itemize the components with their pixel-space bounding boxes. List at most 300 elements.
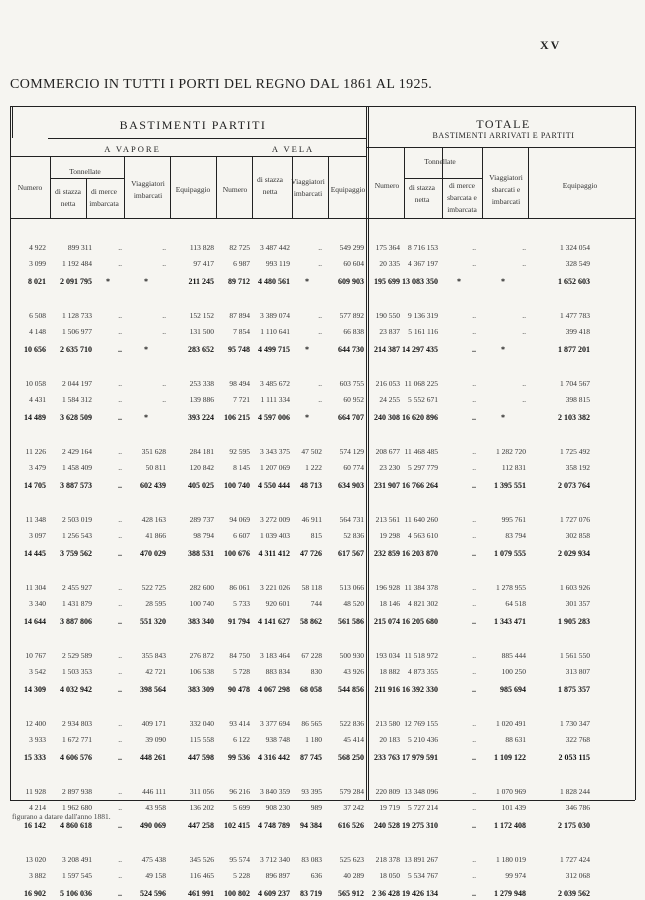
total-cell: 1 172 408 xyxy=(494,821,526,830)
total-cell: 58 862 xyxy=(300,617,322,626)
total-cell: .. xyxy=(472,821,476,830)
total-cell: 2 175 030 xyxy=(558,821,590,830)
table-cell: 43 926 xyxy=(343,667,364,676)
col-header-merce-totale: di merce sbarcata e imbarcata xyxy=(447,181,477,214)
table-cell: 908 230 xyxy=(265,803,290,812)
total-cell: 3 887 573 xyxy=(60,481,92,490)
table-cell: .. xyxy=(162,395,166,404)
total-cell: * xyxy=(501,345,505,354)
table-cell: 43 958 xyxy=(145,803,166,812)
col-header-numero: Numero xyxy=(17,183,43,192)
table-cell: .. xyxy=(118,259,122,268)
table-cell: .. xyxy=(472,651,476,660)
table-cell: .. xyxy=(522,259,526,268)
table-cell: .. xyxy=(118,327,122,336)
table-cell: 93 414 xyxy=(229,719,250,728)
table-cell: 1 278 955 xyxy=(496,583,526,592)
total-cell: 100 802 xyxy=(224,889,250,898)
total-cell: 544 856 xyxy=(338,685,364,694)
table-cell: 3 542 xyxy=(29,667,46,676)
table-cell: 1 020 491 xyxy=(496,719,526,728)
table-cell: 5 297 779 xyxy=(408,463,438,472)
table-cell: .. xyxy=(472,599,476,608)
total-cell: 1 652 603 xyxy=(558,277,590,286)
table-cell: 28 595 xyxy=(145,599,166,608)
table-cell: .. xyxy=(472,871,476,880)
table-cell: 87 894 xyxy=(229,311,250,320)
total-cell: 90 478 xyxy=(228,685,250,694)
table-cell: 115 558 xyxy=(189,735,214,744)
table-cell: 213 561 xyxy=(375,515,400,524)
vapore-underline xyxy=(10,156,366,157)
total-cell: 89 712 xyxy=(228,277,250,286)
table-cell: 276 872 xyxy=(189,651,214,660)
total-cell: 283 652 xyxy=(188,345,214,354)
table-cell: .. xyxy=(472,667,476,676)
total-cell: 985 694 xyxy=(500,685,526,694)
table-cell: 18 882 xyxy=(379,667,400,676)
table-cell: 815 xyxy=(310,531,322,540)
total-cell: 19 275 310 xyxy=(402,821,438,830)
table-cell: 218 378 xyxy=(375,855,400,864)
table-cell: .. xyxy=(472,855,476,864)
table-cell: 208 677 xyxy=(375,447,400,456)
table-cell: 86 565 xyxy=(301,719,322,728)
table-cell: 1 727 424 xyxy=(560,855,590,864)
table-cell: 3 389 074 xyxy=(260,311,290,320)
table-cell: 3 097 xyxy=(29,531,46,540)
table-cell: 3 343 375 xyxy=(260,447,290,456)
total-cell: 4 860 618 xyxy=(60,821,92,830)
total-cell: 240 308 xyxy=(374,413,400,422)
table-cell: 190 550 xyxy=(375,311,400,320)
table-cell: 1 704 567 xyxy=(560,379,590,388)
total-cell: * xyxy=(144,345,148,354)
total-cell: 664 707 xyxy=(338,413,364,422)
total-cell: 3 887 806 xyxy=(60,617,92,626)
table-cell: .. xyxy=(472,259,476,268)
table-cell: .. xyxy=(118,243,122,252)
total-cell: * xyxy=(305,277,309,286)
table-cell: .. xyxy=(472,379,476,388)
table-cell: 475 438 xyxy=(141,855,166,864)
table-cell: .. xyxy=(162,327,166,336)
table-cell: 196 928 xyxy=(375,583,400,592)
table-cell: 99 974 xyxy=(505,871,526,880)
table-cell: 301 357 xyxy=(565,599,590,608)
col-header-viaggiatori-totale: Viaggiatori sbarcati e imbarcati xyxy=(489,173,523,206)
table-cell: 989 xyxy=(310,803,322,812)
table-cell: .. xyxy=(472,803,476,812)
total-cell: .. xyxy=(472,345,476,354)
total-cell: 383 309 xyxy=(188,685,214,694)
table-cell: .. xyxy=(118,395,122,404)
total-cell: 461 991 xyxy=(188,889,214,898)
table-cell: 1 222 xyxy=(305,463,322,472)
table-cell: 564 731 xyxy=(339,515,364,524)
table-cell: .. xyxy=(522,327,526,336)
table-cell: .. xyxy=(472,243,476,252)
table-cell: 113 828 xyxy=(189,243,214,252)
total-cell: 48 713 xyxy=(300,481,322,490)
col-header-tonnellate-totale: Tonnellate xyxy=(424,157,456,166)
table-cell: 112 831 xyxy=(501,463,526,472)
total-cell: 16 205 680 xyxy=(402,617,438,626)
table-cell: .. xyxy=(318,395,322,404)
table-cell: 93 395 xyxy=(301,787,322,796)
table-cell: .. xyxy=(162,259,166,268)
table-cell: 282 600 xyxy=(189,583,214,592)
table-cell: 5 161 116 xyxy=(408,327,438,336)
total-cell: 16 203 870 xyxy=(402,549,438,558)
table-cell: 3 840 359 xyxy=(260,787,290,796)
total-cell: 524 596 xyxy=(140,889,166,898)
table-cell: 1 561 550 xyxy=(560,651,590,660)
table-cell: 3 183 464 xyxy=(260,651,290,660)
table-cell: .. xyxy=(118,311,122,320)
table-cell: 45 414 xyxy=(343,735,364,744)
table-cell: 84 750 xyxy=(229,651,250,660)
total-cell: 561 586 xyxy=(338,617,364,626)
table-cell: 48 520 xyxy=(343,599,364,608)
total-cell: 1 343 471 xyxy=(494,617,526,626)
total-cell: * xyxy=(144,413,148,422)
col-header-numero-totale: Numero xyxy=(374,181,400,190)
total-cell: 5 106 036 xyxy=(60,889,92,898)
table-cell: 100 250 xyxy=(501,667,526,676)
table-cell: 5 552 671 xyxy=(408,395,438,404)
total-cell: 644 730 xyxy=(338,345,364,354)
table-cell: .. xyxy=(318,327,322,336)
table-cell: 446 111 xyxy=(142,787,166,796)
table-cell: .. xyxy=(118,787,122,796)
total-cell: 8 021 xyxy=(28,277,46,286)
table-cell: 1 110 641 xyxy=(260,327,290,336)
table-cell: 41 866 xyxy=(145,531,166,540)
table-cell: 1 324 054 xyxy=(560,243,590,252)
table-cell: 11 518 972 xyxy=(404,651,438,660)
table-cell: 96 216 xyxy=(229,787,250,796)
header-vela: A VELA xyxy=(271,144,315,154)
table-cell: 82 725 xyxy=(229,243,250,252)
table-cell: 549 299 xyxy=(339,243,364,252)
total-cell: 1 109 122 xyxy=(494,753,526,762)
column-rule xyxy=(292,156,293,218)
col-header-merce: di merce imbarcata xyxy=(89,187,119,208)
total-cell: 398 564 xyxy=(140,685,166,694)
total-cell: 215 074 xyxy=(374,617,400,626)
table-cell: 58 118 xyxy=(301,583,322,592)
total-cell: 1 875 357 xyxy=(558,685,590,694)
table-cell: 12 400 xyxy=(25,719,46,728)
table-cell: 1 730 347 xyxy=(560,719,590,728)
total-cell: * xyxy=(144,277,148,286)
col-header-stazza-totale: di stazza netta xyxy=(408,183,436,204)
total-cell: 14 644 xyxy=(24,617,46,626)
total-cell: 490 069 xyxy=(140,821,166,830)
table-cell: .. xyxy=(472,463,476,472)
total-cell: 102 415 xyxy=(224,821,250,830)
table-cell: 24 255 xyxy=(379,395,400,404)
table-cell: .. xyxy=(118,871,122,880)
total-cell: 16 902 xyxy=(24,889,46,898)
table-cell: 5 727 214 xyxy=(408,803,438,812)
table-cell: 60 604 xyxy=(343,259,364,268)
total-cell: * xyxy=(457,277,461,286)
total-cell: .. xyxy=(118,685,122,694)
total-cell: 388 531 xyxy=(188,549,214,558)
total-cell: 4 606 576 xyxy=(60,753,92,762)
table-cell: 46 911 xyxy=(301,515,322,524)
total-cell: .. xyxy=(118,481,122,490)
table-cell: .. xyxy=(118,583,122,592)
total-cell: 214 387 xyxy=(374,345,400,354)
table-cell: 23 230 xyxy=(379,463,400,472)
table-cell: 3 221 026 xyxy=(260,583,290,592)
table-cell: 9 136 319 xyxy=(408,311,438,320)
table-cell: 11 068 225 xyxy=(404,379,438,388)
table-cell: 5 534 767 xyxy=(408,871,438,880)
partiti-right-divider xyxy=(12,106,13,138)
header-bottom-rule xyxy=(10,218,635,219)
total-cell: .. xyxy=(472,889,476,898)
table-cell: 525 623 xyxy=(339,855,364,864)
table-cell: .. xyxy=(318,311,322,320)
total-cell: 1 877 201 xyxy=(558,345,590,354)
table-cell: 1 180 xyxy=(305,735,322,744)
table-cell: 1 111 334 xyxy=(260,395,290,404)
table-cell: .. xyxy=(472,583,476,592)
table-cell: 995 761 xyxy=(501,515,526,524)
table-cell: 500 930 xyxy=(339,651,364,660)
total-cell: 232 859 xyxy=(374,549,400,558)
table-cell: 10 767 xyxy=(25,651,46,660)
table-cell: 896 897 xyxy=(265,871,290,880)
total-cell: .. xyxy=(118,549,122,558)
table-cell: .. xyxy=(472,311,476,320)
total-cell: 447 598 xyxy=(188,753,214,762)
table-cell: 6 508 xyxy=(29,311,46,320)
table-cell: 47 502 xyxy=(301,447,322,456)
total-cell: 405 025 xyxy=(188,481,214,490)
table-cell: 2 529 589 xyxy=(62,651,92,660)
table-cell: 4 563 610 xyxy=(408,531,438,540)
table-cell: 993 119 xyxy=(265,259,290,268)
total-cell: 16 392 330 xyxy=(402,685,438,694)
table-cell: 98 794 xyxy=(193,531,214,540)
table-cell: 3 882 xyxy=(29,871,46,880)
table-cell: 97 417 xyxy=(193,259,214,268)
table-cell: 13 020 xyxy=(25,855,46,864)
col-header-viaggiatori-vela: Viaggiatori imbarcati xyxy=(291,177,325,198)
table-cell: 1 192 484 xyxy=(62,259,92,268)
col-header-stazza-vela: di stazza netta xyxy=(256,175,284,196)
table-cell: .. xyxy=(318,259,322,268)
table-cell: 1 603 926 xyxy=(560,583,590,592)
table-cell: .. xyxy=(162,379,166,388)
table-cell: 11 384 378 xyxy=(404,583,438,592)
table-cell: 6 122 xyxy=(233,735,250,744)
table-cell: 4 873 355 xyxy=(408,667,438,676)
partiti-underline xyxy=(48,138,366,139)
total-cell: 4 032 942 xyxy=(60,685,92,694)
total-cell: 100 676 xyxy=(224,549,250,558)
total-cell: .. xyxy=(118,889,122,898)
table-cell: 23 837 xyxy=(379,327,400,336)
table-cell: 3 340 xyxy=(29,599,46,608)
table-cell: 11 226 xyxy=(25,447,46,456)
total-cell: 4 748 789 xyxy=(258,821,290,830)
col-header-viaggiatori: Viaggiatori imbarcati xyxy=(131,179,165,200)
table-top-rule xyxy=(10,106,635,107)
table-cell: 10 058 xyxy=(25,379,46,388)
table-cell: 398 815 xyxy=(565,395,590,404)
table-cell: 60 952 xyxy=(343,395,364,404)
total-cell: 233 763 xyxy=(374,753,400,762)
table-cell: 8 145 xyxy=(233,463,250,472)
table-cell: .. xyxy=(472,447,476,456)
total-cell: .. xyxy=(472,617,476,626)
table-cell: 1 282 720 xyxy=(496,447,526,456)
total-cell: 15 333 xyxy=(24,753,46,762)
total-cell: * xyxy=(501,277,505,286)
total-cell: 10 656 xyxy=(24,345,46,354)
table-cell: 4 922 xyxy=(29,243,46,252)
total-cell: 87 745 xyxy=(300,753,322,762)
total-cell: 1 079 555 xyxy=(494,549,526,558)
table-cell: 2 044 197 xyxy=(62,379,92,388)
total-cell: 602 439 xyxy=(140,481,166,490)
table-cell: 3 933 xyxy=(29,735,46,744)
table-cell: 88 631 xyxy=(505,735,526,744)
table-cell: 4 148 xyxy=(29,327,46,336)
col-header-equipaggio-totale: Equipaggio xyxy=(562,181,598,190)
page-number: XV xyxy=(540,38,562,52)
column-rule xyxy=(442,147,443,218)
total-cell: 2 36 428 xyxy=(372,889,400,898)
table-cell: 409 171 xyxy=(141,719,166,728)
table-cell: 19 719 xyxy=(379,803,400,812)
table-cell: 346 786 xyxy=(565,803,590,812)
table-cell: 284 181 xyxy=(189,447,214,456)
total-cell: 470 029 xyxy=(140,549,166,558)
total-cell: 565 912 xyxy=(338,889,364,898)
table-cell: 2 934 803 xyxy=(62,719,92,728)
total-cell: 4 597 006 xyxy=(258,413,290,422)
table-cell: 13 891 267 xyxy=(404,855,438,864)
total-cell: 14 445 xyxy=(24,549,46,558)
column-rule xyxy=(86,178,87,218)
table-cell: 11 928 xyxy=(25,787,46,796)
total-cell: 68 058 xyxy=(300,685,322,694)
table-cell: 1 431 879 xyxy=(62,599,92,608)
table-cell: .. xyxy=(472,719,476,728)
table-cell: 92 595 xyxy=(229,447,250,456)
total-cell: * xyxy=(501,413,505,422)
table-cell: 7 854 xyxy=(233,327,250,336)
table-cell: 332 040 xyxy=(189,719,214,728)
tonnellate-underline xyxy=(50,178,124,179)
total-cell: 448 261 xyxy=(140,753,166,762)
column-rule xyxy=(404,147,405,218)
total-cell: 4 316 442 xyxy=(258,753,290,762)
table-cell: .. xyxy=(118,651,122,660)
total-cell: 4 141 627 xyxy=(258,617,290,626)
header-totale-sub: BASTIMENTI ARRIVATI E PARTITI xyxy=(432,131,575,140)
total-cell: 551 320 xyxy=(140,617,166,626)
total-cell: 4 550 444 xyxy=(258,481,290,490)
table-cell: 193 034 xyxy=(375,651,400,660)
table-cell: 513 066 xyxy=(339,583,364,592)
total-cell: 211 245 xyxy=(188,277,214,286)
table-cell: 11 304 xyxy=(25,583,46,592)
table-cell: 311 056 xyxy=(189,787,214,796)
table-cell: 213 580 xyxy=(375,719,400,728)
table-cell: 579 284 xyxy=(339,787,364,796)
table-cell: .. xyxy=(472,515,476,524)
total-cell: 2 103 382 xyxy=(558,413,590,422)
total-cell: .. xyxy=(472,481,476,490)
total-cell: 240 528 xyxy=(374,821,400,830)
tonnellate-underline xyxy=(404,178,482,179)
table-cell: .. xyxy=(472,327,476,336)
table-cell: 328 549 xyxy=(565,259,590,268)
total-cell: 1 279 948 xyxy=(494,889,526,898)
table-cell: 1 207 069 xyxy=(260,463,290,472)
total-cell: 14 489 xyxy=(24,413,46,422)
column-rule xyxy=(328,156,329,218)
table-cell: .. xyxy=(118,719,122,728)
table-cell: 3 099 xyxy=(29,259,46,268)
table-cell: 220 809 xyxy=(375,787,400,796)
total-cell: 3 759 562 xyxy=(60,549,92,558)
total-cell: 14 297 435 xyxy=(402,345,438,354)
table-cell: .. xyxy=(118,531,122,540)
table-cell: .. xyxy=(318,379,322,388)
total-cell: 106 215 xyxy=(224,413,250,422)
table-cell: 18 050 xyxy=(379,871,400,880)
total-cell: 195 699 xyxy=(374,277,400,286)
total-cell: .. xyxy=(118,617,122,626)
table-cell: 938 748 xyxy=(265,735,290,744)
table-cell: 83 794 xyxy=(505,531,526,540)
table-cell: 66 838 xyxy=(343,327,364,336)
col-header-numero-vela: Numero xyxy=(222,185,248,194)
total-cell: 2 039 562 xyxy=(558,889,590,898)
table-cell: 1 458 409 xyxy=(62,463,92,472)
table-cell: 345 526 xyxy=(189,855,214,864)
total-cell: 4 609 237 xyxy=(258,889,290,898)
total-cell: 13 083 350 xyxy=(402,277,438,286)
table-cell: 42 721 xyxy=(145,667,166,676)
table-cell: 37 242 xyxy=(343,803,364,812)
total-cell: 609 903 xyxy=(338,277,364,286)
table-cell: .. xyxy=(162,311,166,320)
table-cell: 312 068 xyxy=(565,871,590,880)
total-cell: 634 903 xyxy=(338,481,364,490)
table-cell: 830 xyxy=(310,667,322,676)
total-cell: 91 794 xyxy=(228,617,250,626)
table-cell: 1 180 019 xyxy=(496,855,526,864)
total-cell: 14 705 xyxy=(24,481,46,490)
table-cell: .. xyxy=(118,463,122,472)
table-cell: 11 348 xyxy=(25,515,46,524)
table-cell: 49 158 xyxy=(145,871,166,880)
table-cell: 253 338 xyxy=(189,379,214,388)
table-cell: .. xyxy=(472,787,476,796)
header-partiti: BASTIMENTI PARTITI xyxy=(119,118,267,132)
total-cell: 2 091 795 xyxy=(60,277,92,286)
